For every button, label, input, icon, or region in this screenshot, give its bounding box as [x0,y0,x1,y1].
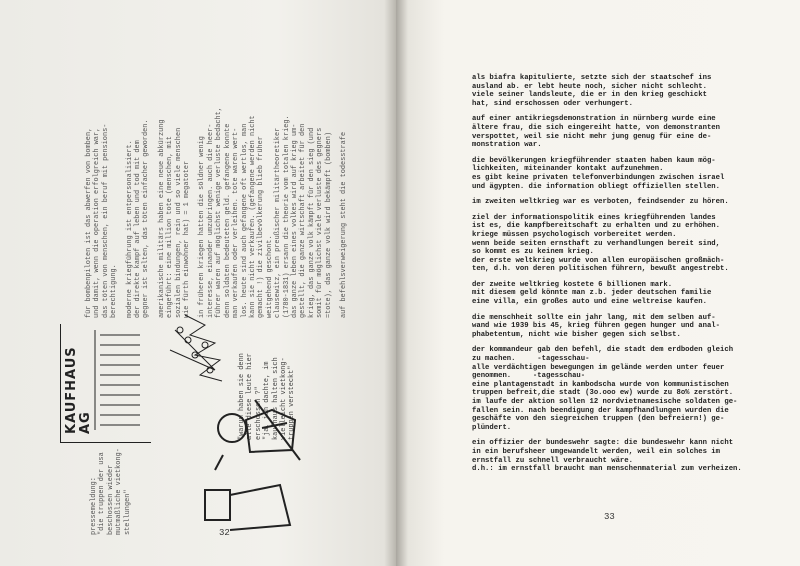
text-line: beschossen wieder [106,464,115,535]
illustrations [0,0,396,566]
paragraph [472,115,782,149]
text-line: clausewitz, ein preußischer militärtheoretiker [274,127,283,318]
text-line: mutmaßliche vietkong- [115,448,124,535]
text-line: wie fürth einwohner hat) = 1 megatoter [183,160,192,318]
text-line: vielleicht vietkong- [280,357,289,440]
text-line: plündert. [472,423,512,432]
text-line: "warum haben sie denn [238,353,246,440]
store-sign-text: KAUFHAUS AG [64,346,93,434]
text-line: interesse, einander umzubringen. auch die heer- [206,123,215,318]
text-line: monstration war. [472,141,542,150]
text-line: pressemeldung: [90,477,98,535]
text-line: geschäfte von den siegreichen truppen (den befreiern!) ge- [472,415,725,424]
text-line: genommen. -tagesschau- [472,372,586,381]
text-line: und damit, wenn die operation erfolgreich war, [93,127,102,318]
paragraph [472,439,782,473]
text-line: der direkte kampf auf leben und tod mit dem [134,140,143,318]
text-line: ein offizier der bundeswehr sagte: die bundeswehr kann nicht [472,439,734,448]
text-line: so kommt es zu keinem krieg. [472,248,594,257]
text-line: =tote), das ganze volk wird bekämpft (bomben) [324,131,333,318]
crowd-drawing [95,315,222,430]
text-line: das ganze leben eines volkes wird auf krieg um- [290,123,299,318]
text-line: kriege müssen psychologisch vorbereitet werden. [472,230,677,239]
paragraph [472,198,782,207]
text-line: wenn beide seiten ernsthaft zu verhandlungen bereit sind, [472,239,720,248]
text-line: lichkeiten, miteinander kontakt aufzunehmen. [472,165,664,174]
text-line: phabetentum, nicht wie bisher gegen sich selbst. [472,330,681,339]
text-line: eine villa, ein großes auto und eine weltreise kaufen. [472,298,707,307]
text-line: somit für möglichst viele verluste des gegners [316,127,325,318]
text-line: truppen befreit,die stadt (3o.ooo ew) wurde zu 8o% zerstört. [472,389,734,398]
text-line: auf befehlsverweigerung steht die todesstrafe [339,131,348,318]
paragraph [472,346,782,432]
page-number: 33 [604,512,615,522]
paragraph [472,157,782,191]
text-line: los. heute sind auch gefangene oft wertlos, man [240,123,249,318]
text-line: und ägypten. die information obliegt offiziellen stellen. [472,182,720,191]
text-line: stellungen" [123,489,132,535]
text-line: sozialen bindungen, rein und so viele menschen [174,127,183,318]
text-line: der erste weltkrieg wurde von allen europäischen großmäch- [472,256,725,265]
text-line: denn soldaten bedeuteten geld. gefangene konnte [223,123,232,318]
text-line: ausland ab. er lebt heute noch, sicher nicht schlecht. [472,82,707,91]
text-line: die menschheit sollte ein jahr lang, mit dem selben auf- [472,313,716,322]
left-page [0,0,396,566]
text-line: das töten von menschen, ein beruf mit pensions- [101,123,110,318]
text-line: "ja, ich dachte, im [263,361,272,440]
text-line: krieg, das ganze volk kämpft für den sieg (und [307,127,316,318]
text-line: ist es, die kampfbereitschaft zu erhalten und zu erhöhen. [472,222,720,231]
text-line: man verkaufen oder verleihen. tote waren wert- [232,127,241,318]
text-line: gemacht !) die zivilbevölkerung blieb früher [257,136,266,318]
text-line: zu machen. -tagesschau- [472,355,590,364]
text-line: eine plantagenstadt in kambodscha wurde von kommunistischen [472,380,729,389]
right-page-text [472,74,782,481]
text-line: im zweiten weltkrieg war es verboten, feindsender zu hören. [472,198,729,207]
text-line: truppen versteckt" [288,365,297,440]
page-number: 32 [219,528,230,538]
text-line: ziel der informationspolitik eines kriegführenden landes [472,213,716,222]
text-line: kaufhaus halten sich [271,357,280,440]
text-line: kann sie nicht verkaufen. (gefangene werden nicht [248,115,257,318]
text-line: führer waren auf möglichst wenige verluste bedacht, [215,107,224,318]
text-line: wand wie 1939 bis 45, krieg führen gegen hunger und anal- [472,322,720,331]
text-line: fallen sein. nach beendigung der kampfhandlungen wurden die [472,406,729,415]
text-line: d.h.: im ernstfall braucht man menschenmaterial zum verheizen. [472,465,742,474]
text-line: weitgehend geschont. [265,235,274,318]
text-line: es gibt keine privaten telefonverbindungen zwischen israel [472,173,725,182]
paragraph [472,74,782,108]
text-line: in früheren kriegen hatten die söldner wenig [198,136,207,318]
text-line: "die truppen der usa [98,452,107,535]
text-line: auf einer antikriegsdemonstration in nürnberg wurde eine [472,115,716,124]
text-line: eingeführt: eine million tote (menschen, mit [166,136,175,318]
text-line: gegner ist selten, das töten einfacher geworden. [142,119,151,318]
soldier-drawing [218,400,300,460]
text-line: ten, d.h. von deren politischen führern, bewußt angestrebt. [472,265,729,274]
text-line: verspottet, weil sie nicht mehr jung genug für eine de- [472,132,712,141]
text-line: amerikanische militärs haben eine neue abkürzung [157,119,166,318]
text-line: gestellt, die ganze wirtschaft arbeitet für den [299,123,308,318]
paragraph [472,281,782,307]
paragraph [472,214,782,274]
text-line: ältere frau, die sich eingereiht hatte, von demonstranten [472,123,720,132]
text-line: der kommandeur gab den befehl, die stadt dem erdboden gleich [472,346,734,355]
text-line: viele seiner landsleute, die er in den krieg geschickt [472,91,707,100]
text-line: als biafra kapitulierte, setzte sich der staatschef ins [472,74,712,82]
text-line: der zweite weltkrieg kostete 6 billionen mark. [472,280,673,289]
text-line: hat, sind erschossen oder verhungert. [472,99,633,108]
text-line: die bevölkerungen kriegführender staaten haben kaum mög- [472,156,716,165]
text-line: (1780-1831) ersann die theorie vom totalen krieg. [282,115,291,318]
text-line: in ein berufsheer umgewandelt werden, weil ein solches im [472,447,720,456]
text-line: alle verdächtigen bewegungen im gelände werden unter feuer [472,363,725,372]
text-line: ernstfall zu schnell verbraucht wäre. [472,456,633,465]
paragraph [472,314,782,340]
officer-drawing [205,455,290,530]
text-line: erschossen ?" [254,386,263,440]
text-line: alle diese leute hier [246,353,255,440]
text-line: mit diesem geld könnte man z.b. jeder deutschen familie [472,289,712,298]
text-line: im laufe der aktion sollen 12 nordvietnamesische soldaten ge- [472,398,738,406]
text-line: für bombenpiloten ist das abwerfen von bomben, [85,127,93,318]
text-line: moderne kriegführung ist entpersonalisiert. [125,140,134,318]
text-line: berechtigung. [110,264,119,318]
